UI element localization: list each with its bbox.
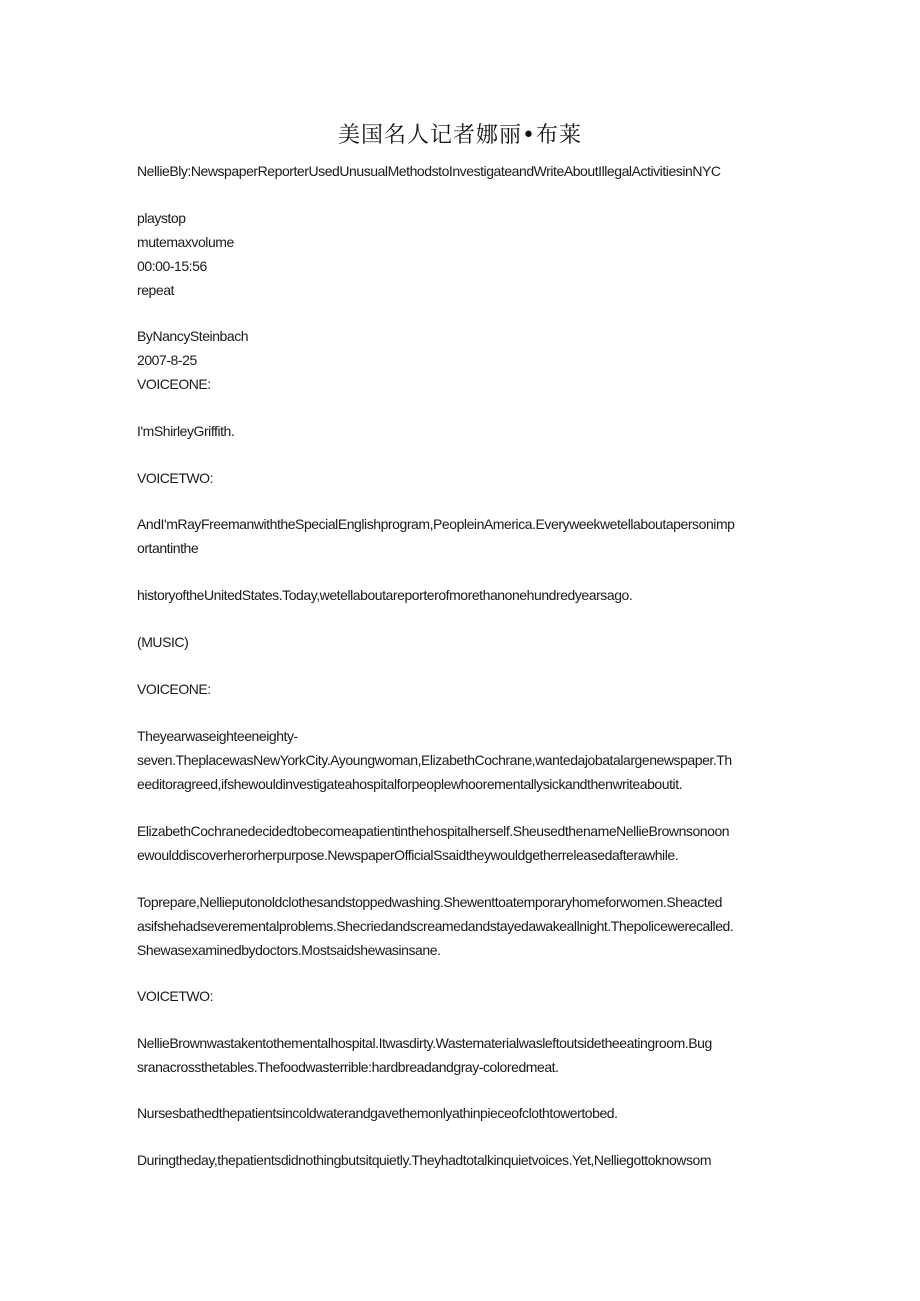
paragraph-line: NellieBrownwastakentothementalhospital.Itwasdirty.Wastematerialwasleftoutsidetheeatingroom.Bug [137, 1035, 712, 1051]
paragraph-line: I'mShirleyGriffith. [137, 423, 235, 439]
paragraph-line: ortantinthe [137, 540, 199, 556]
paragraph-line: Duringtheday,thepatientsdidnothingbutsitquietly.Theyhadtotalkinquietvoices.Yet,Nelliegottoknowsom [137, 1152, 712, 1168]
document-title: 美国名人记者娜丽•布莱 [338, 123, 582, 148]
paragraph-line: asifshehadseverementalproblems.Shecriedandscreamedandstayedawakeallnight.Thepolicewerecalled. [137, 918, 734, 934]
speaker-label: VOICETWO: [137, 470, 214, 486]
player-volume-line: mutemaxvolume [137, 234, 234, 250]
paragraph-line: historyoftheUnitedStates.Today,wetellaboutareporterofmorethanonehundredyearsago. [137, 587, 633, 603]
paragraph-line: seven.TheplacewasNewYorkCity.Ayoungwoman,ElizabethCochrane,wantedajobatalargenewspaper.Th [137, 752, 732, 768]
player-time-line: 00:00-15:56 [137, 258, 207, 274]
subtitle-line: NellieBly:NewspaperReporterUsedUnusualMethodstoInvestigateandWriteAboutIllegalActivitiesinNYC [137, 163, 721, 179]
speaker-label: VOICETWO: [137, 988, 214, 1004]
speaker-label: VOICEONE: [137, 376, 211, 392]
paragraph-line: Toprepare,Nellieputonoldclothesandstoppedwashing.Shewenttoatemporaryhomeforwomen.Sheacted [137, 894, 722, 910]
player-controls-line: playstop [137, 210, 186, 226]
paragraph-line: Shewasexaminedbydoctors.Mostsaidshewasinsane. [137, 942, 441, 958]
paragraph-line: ewoulddiscoverherorherpurpose.NewspaperOfficialSsaidtheywouldgetherreleasedafterawhile. [137, 847, 679, 863]
paragraph-line: eeditoragreed,ifshewouldinvestigateahospitalforpeoplewhoorementallysickandthenwriteaboutit. [137, 776, 683, 792]
speaker-label: VOICEONE: [137, 681, 211, 697]
byline: ByNancySteinbach [137, 328, 249, 344]
paragraph-line: AndI'mRayFreemanwiththeSpecialEnglishprogram,PeopleinAmerica.Everyweekwetellaboutapersonimp [137, 516, 735, 532]
music-cue: (MUSIC) [137, 634, 189, 650]
paragraph-line: sranacrossthetables.Thefoodwasterrible:hardbreadandgray-coloredmeat. [137, 1059, 559, 1075]
paragraph-line: Nursesbathedthepatientsincoldwaterandgavethemonlyathinpieceofclothtowertobed. [137, 1105, 618, 1121]
paragraph-line: Theyearwaseighteeneighty- [137, 728, 298, 744]
paragraph-line: ElizabethCochranedecidedtobecomeapatientinthehospitalherself.SheusedthenameNellieBrownsonoon [137, 823, 730, 839]
date-line: 2007-8-25 [137, 352, 197, 368]
player-repeat-line: repeat [137, 282, 174, 298]
